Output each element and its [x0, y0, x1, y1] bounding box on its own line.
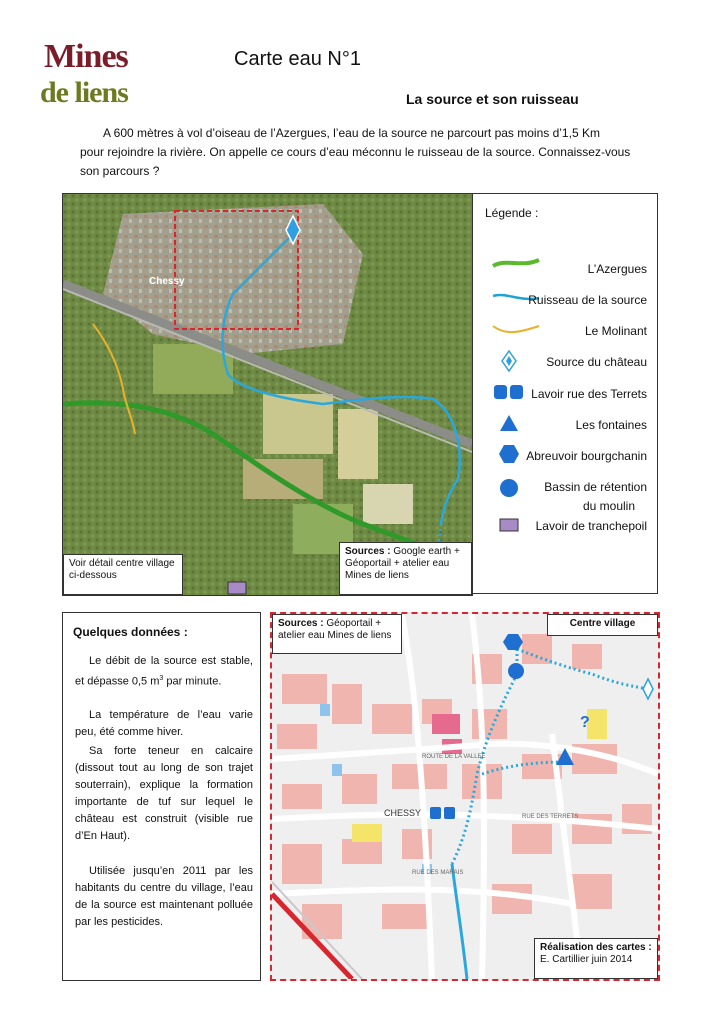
map2-sources-label: Sources : [278, 618, 324, 629]
detail-note [63, 554, 183, 595]
map1-sources-label: Sources : [345, 546, 391, 557]
logo-line-2: de liens [40, 76, 128, 109]
chessy-village-label: CHESSY [384, 808, 422, 818]
intro-line-3: son parcours ? [80, 164, 160, 178]
azergues-line-icon [491, 256, 541, 270]
street-label-marais: RUE DES MARAIS [412, 870, 464, 876]
village-map-image [272, 614, 658, 979]
fontaine-triangle-icon [499, 414, 519, 432]
chessy-aerial-label: Chessy [149, 276, 185, 287]
legend-fontaines: Les fontaines [575, 418, 647, 432]
data-paragraph-3: Sa forte teneur en calcaire (dissout tout au long de son trajet souterrain), explique la formation importante de tuf sur lequel le château est construit (visible rue d’En Haut). [75, 745, 253, 842]
credit-box [534, 938, 658, 979]
street-label-vallee: ROUTE DE LA VALLEE [422, 754, 486, 760]
legend-bassin: Bassin de rétention [544, 480, 647, 494]
village-map [270, 612, 660, 981]
credit-text: E. Cartillier juin 2014 [540, 954, 633, 965]
street-label-terrets: RUE DES TERRETS [522, 814, 579, 820]
intro-line-1: A 600 mètres à vol d’oiseau de l’Azergues, l’eau de la source ne parcourt pas moins d’1,5 Km [103, 126, 600, 140]
data-p1-sup: 3 [159, 675, 164, 682]
legend-bassin-line-2: du moulin [582, 499, 635, 513]
legend-ruisseau: Ruisseau de la source [528, 293, 647, 307]
map2-sources-text: Géoportail + atelier eau Mines de liens [278, 618, 392, 641]
credit-label: Réalisation des cartes : [540, 942, 652, 953]
intro-paragraph [80, 124, 643, 181]
abreuvoir-hexagon-icon [498, 444, 520, 464]
legend-source-chateau: Source du château [546, 355, 647, 369]
legend-panel [472, 193, 658, 594]
legend-molinant: Le Molinant [584, 324, 647, 338]
map2-sources-box [272, 614, 402, 654]
legend-abreuvoir: Abreuvoir bourgchanin [526, 449, 647, 463]
page-title: Carte eau N°1 [234, 48, 361, 70]
data-heading: Quelques données : [73, 625, 188, 639]
unknown-path-marker: ? [580, 714, 590, 731]
logo-line-1: Mines [44, 38, 128, 75]
bassin-circle-icon [499, 478, 519, 498]
aerial-map [62, 193, 473, 596]
legend-lavoir-terrets: Lavoir rue des Terrets [531, 387, 647, 401]
data-paragraph-2: La température de l’eau varie peu, été comme hiver. [75, 709, 253, 738]
data-p1-text: Le débit de la source est stable, et dépasse 0,5 m [75, 655, 253, 688]
detail-note-text: Voir détail centre village ci-dessous [69, 558, 175, 581]
source-diamond-icon [501, 350, 517, 372]
data-p1-end: par minute. [163, 675, 222, 688]
aerial-map-image [63, 194, 472, 595]
map1-sources-box [339, 542, 472, 595]
legend-azergues: L’Azergues [587, 262, 647, 276]
intro-line-2: pour rejoindre la rivière. On appelle ce cours d’eau méconnu le ruisseau de la source. Connaissez-vous [80, 145, 631, 159]
map1-sources-text: Google earth + Géoportail + atelier eau Mines de liens [345, 546, 460, 581]
mines-de-liens-logo [40, 38, 150, 118]
legend-lavoir-tranchepoil: Lavoir de tranchepoil [535, 519, 647, 533]
map2-title: Centre village [569, 618, 636, 629]
page-subtitle: La source et son ruisseau [406, 91, 579, 107]
data-paragraph-1 [75, 653, 253, 691]
lavoir-terrets-icon [493, 384, 525, 400]
map2-title-box [547, 614, 658, 636]
legend-title: Légende : [485, 206, 539, 220]
molinant-line-icon [491, 322, 541, 336]
data-panel [62, 612, 261, 981]
data-paragraph-4: Utilisée jusqu’en 2011 par les habitants du centre du village, l’eau de la source est maintenant polluée par les pesticides. [75, 865, 253, 928]
lavoir-tranchepoil-icon [499, 518, 519, 532]
